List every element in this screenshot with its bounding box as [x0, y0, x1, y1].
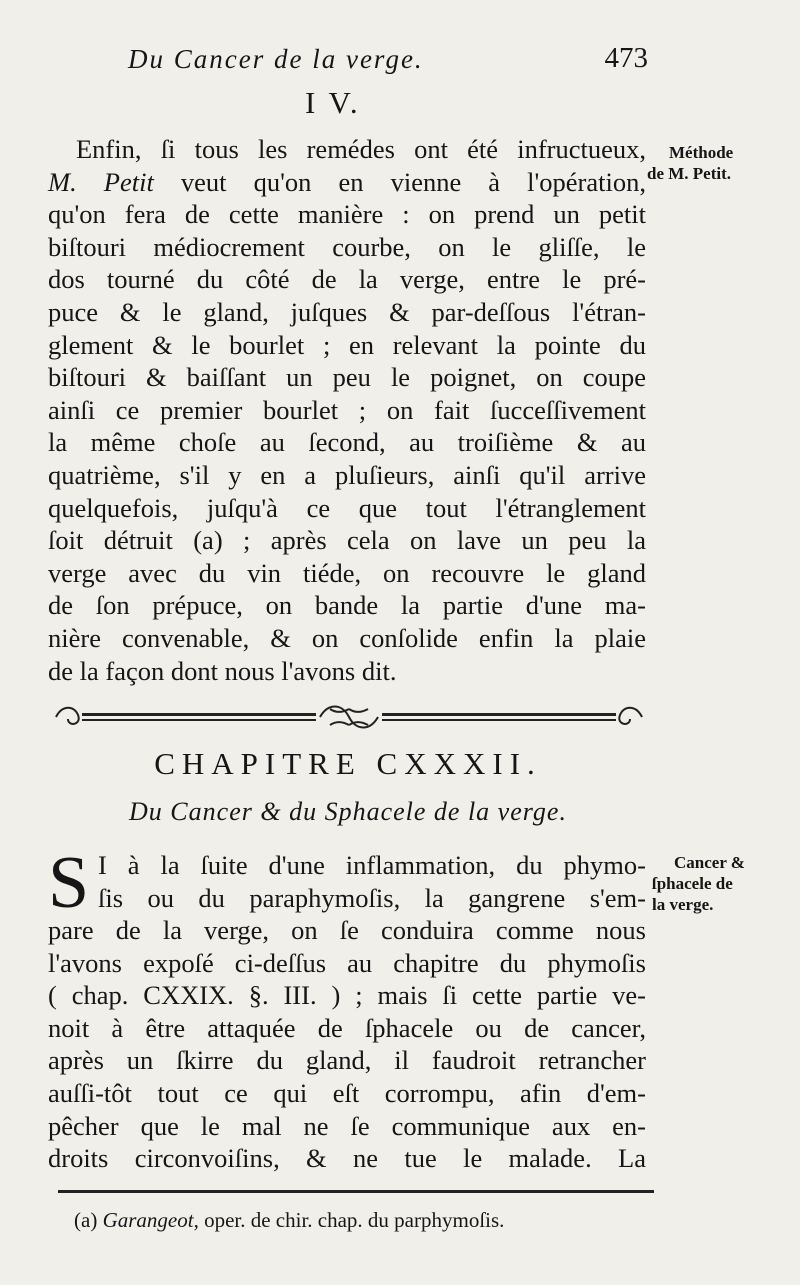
- text-line: I à la ſuite d'une inflammation, du phymo-: [98, 850, 646, 880]
- margin-note-cancer: [652, 852, 792, 915]
- text-line: pare de la verge, on ſe conduira comme nous: [48, 915, 646, 945]
- text-line: qu'on fera de cette manière : on prend un petit: [48, 199, 646, 230]
- text-line: dos tourné du côté de la verge, entre le pré-: [48, 264, 646, 295]
- text-line: ſoit détruit (a) ; après cela on lave un peu la: [48, 525, 646, 556]
- text-line: l'avons expoſé ci-deſſus au chapitre du phymoſis: [48, 947, 646, 978]
- footnote: [74, 1208, 504, 1233]
- margin-note-line: de M. Petit.: [647, 164, 732, 183]
- text-line: verge avec du vin tiéde, on recouvre le gland: [48, 557, 646, 588]
- text-line: ainſi ce premier bourlet ; on fait ſucceſſivement: [48, 394, 646, 425]
- paragraph-cancer: [48, 914, 646, 1175]
- page-number: 473: [604, 42, 648, 74]
- margin-note-line: Cancer &: [674, 853, 745, 872]
- section-number: I V.: [305, 85, 361, 120]
- margin-note-line: ſphacele de: [652, 874, 733, 893]
- text-line: biſtouri médiocrement courbe, on le gliſſe, le: [48, 231, 646, 262]
- text-line: noit à être attaquée de ſphacele ou de cancer,: [48, 1012, 646, 1043]
- text-line: quelquefois, juſqu'à ce que tout l'étranglement: [48, 492, 646, 523]
- text-line: biſtouri & baiſſant un peu le poignet, on coupe: [48, 362, 646, 393]
- margin-note-methode: [647, 142, 795, 184]
- footnote-rule: [58, 1190, 654, 1193]
- margin-note-line: la verge.: [652, 895, 714, 914]
- text-line: nière convenable, & on conſolide enfin la plaie: [48, 622, 646, 653]
- text-line: M. Petit veut qu'on en vienne à l'opération,: [48, 166, 646, 197]
- footnote-author: Garangeot: [102, 1208, 194, 1232]
- footnote-text: , oper. de chir. chap. du parphymoſis.: [193, 1208, 505, 1232]
- text-line: glement & le bourlet ; en relevant la pointe du: [48, 329, 646, 360]
- drop-cap: S: [48, 842, 90, 924]
- paragraph-operation: [48, 133, 646, 687]
- text-line: la même choſe au ſecond, au troiſième & au: [48, 427, 646, 458]
- running-title: Du Cancer de la verge.: [128, 44, 424, 74]
- chapter-title: CHAPITRE CXXXII.: [154, 746, 542, 781]
- text-line: ſis ou du paraphymoſis, la gangrene s'em-: [98, 882, 646, 913]
- margin-note-line: Méthode: [669, 143, 734, 162]
- text-line: pêcher que le mal ne ſe communique aux en-: [48, 1110, 646, 1141]
- text-line: de ſon prépuce, on bande la partie d'une ma-: [48, 590, 646, 621]
- text-line: droits circonvoiſins, & ne tue le malade. La: [48, 1143, 646, 1174]
- decorative-divider: [52, 700, 646, 734]
- text-line: après un ſkirre du gland, il faudroit retrancher: [48, 1045, 646, 1076]
- text-line: auſſi-tôt tout ce qui eſt corrompu, afin d'em-: [48, 1077, 646, 1108]
- text-line: ( chap. CXXIX. §. III. ) ; mais ſi cette partie ve-: [48, 980, 646, 1011]
- page-header: [128, 44, 648, 84]
- text-line: Enfin, ſi tous les remédes ont été infructueux,: [76, 134, 646, 164]
- paragraph-cancer-lead: [98, 849, 646, 914]
- text-line: quatrième, s'il y en a pluſieurs, ainſi qu'il arrive: [48, 459, 646, 490]
- footnote-mark: (a): [74, 1208, 98, 1232]
- chapter-subtitle: Du Cancer & du Sphacele de la verge.: [129, 797, 567, 826]
- text-line: puce & le gland, juſques & par-deſſous l'étran-: [48, 296, 646, 327]
- text-line: de la façon dont nous l'avons dit.: [48, 655, 397, 686]
